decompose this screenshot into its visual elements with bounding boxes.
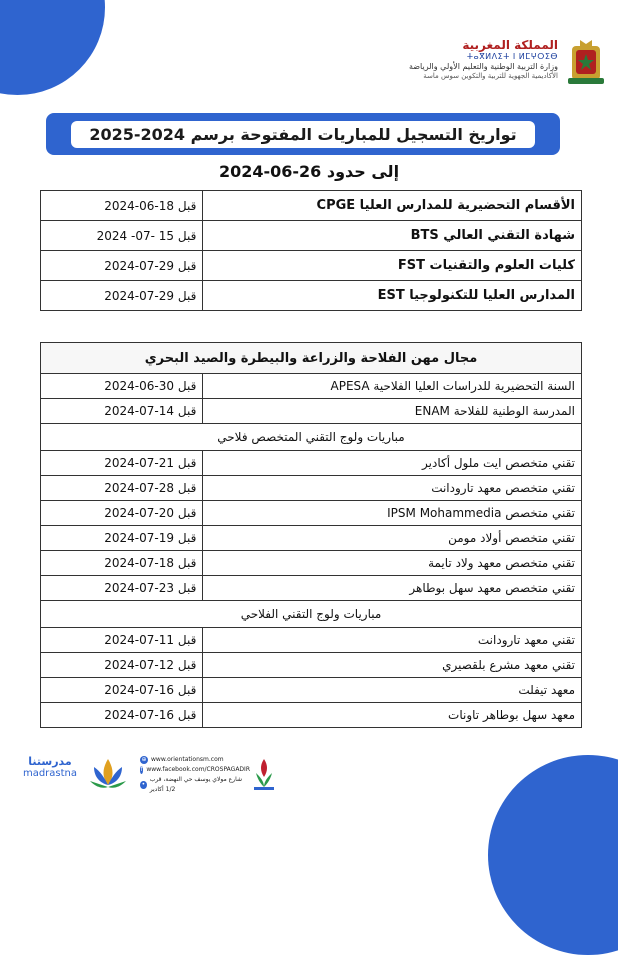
table-row xyxy=(41,501,582,526)
school-name: المدرسة الوطنية للفلاحة ENAM xyxy=(203,399,582,424)
corner-decoration-bottom-right xyxy=(488,755,618,955)
table-row xyxy=(41,526,582,551)
table-row xyxy=(41,678,582,703)
deadline-date: قبل 23-07-2024 xyxy=(41,576,203,601)
lotus-logo-icon xyxy=(86,755,130,793)
orientation-logo-icon xyxy=(252,757,276,791)
madrastna-logo-latin: madrastna xyxy=(22,768,78,779)
facebook-link[interactable]: f www.facebook.com/CROSPAGADIR xyxy=(140,766,250,773)
deadline-date: قبل 15 -07- 2024 xyxy=(41,221,203,251)
subsection-row xyxy=(41,424,582,451)
school-name: السنة التحضيرية للدراسات العليا الفلاحية APESA xyxy=(203,374,582,399)
footer-links xyxy=(140,755,250,795)
table-row xyxy=(41,653,582,678)
deadline-date: قبل 18-06-2024 xyxy=(41,191,203,221)
school-name: تقني متخصص أولاد مومن xyxy=(203,526,582,551)
deadline-date: قبل 16-07-2024 xyxy=(41,678,203,703)
section-title: مجال مهن الفلاحة والزراعة والبيطرة والصيد البحري xyxy=(41,343,582,374)
school-name: تقني متخصص IPSM Mohammedia xyxy=(203,501,582,526)
globe-icon: ⊕ xyxy=(141,756,147,763)
kingdom-name-amazigh: ⵜⴰⴳⵍⴷⵉⵜ ⵏ ⵍⵎⵖⵔⵉⴱ xyxy=(466,52,558,61)
academy-name: الأكاديمية الجهوية للتربية والتكوين سوس ماسة xyxy=(423,72,558,80)
deadline-date: قبل 12-07-2024 xyxy=(41,653,203,678)
school-name: كليات العلوم والتقنيات FST xyxy=(203,251,582,281)
deadline-date: قبل 28-07-2024 xyxy=(41,476,203,501)
school-name: تقني معهد مشرع بلقصيري xyxy=(203,653,582,678)
school-name: الأقسام التحضيرية للمدارس العليا CPGE xyxy=(203,191,582,221)
kingdom-name: المملكة المغربية xyxy=(462,38,558,52)
deadline-date: قبل 16-07-2024 xyxy=(41,703,203,728)
location-icon: • xyxy=(141,781,146,788)
footer xyxy=(20,755,270,795)
deadline-date: قبل 14-07-2024 xyxy=(41,399,203,424)
school-name: تقني معهد تارودانت xyxy=(203,628,582,653)
ministry-name: وزارة التربية الوطنية والتعليم الأولي والرياضة xyxy=(408,62,558,71)
school-name: معهد تيفلت xyxy=(203,678,582,703)
subsection-title: مباريات ولوج التقني المتخصص فلاحي xyxy=(41,424,582,451)
table-row xyxy=(41,251,582,281)
deadline-date: قبل 29-07-2024 xyxy=(41,281,203,311)
deadline-date: قبل 18-07-2024 xyxy=(41,551,203,576)
school-name: معهد سهل بوطاهر تاونات xyxy=(203,703,582,728)
school-name: تقني متخصص معهد تارودانت xyxy=(203,476,582,501)
section-header-row xyxy=(41,343,582,374)
schools-table xyxy=(40,190,582,311)
school-name: المدارس العليا للتكنولوجيا EST xyxy=(203,281,582,311)
website-link[interactable]: ⊕ www.orientationsm.com xyxy=(141,756,224,763)
school-name: تقني متخصص معهد ولاد تايمة xyxy=(203,551,582,576)
deadline-date: قبل 19-07-2024 xyxy=(41,526,203,551)
table-row xyxy=(41,281,582,311)
table-row xyxy=(41,221,582,251)
school-name: تقني متخصص ايت ملول أكادير xyxy=(203,451,582,476)
deadline-date: قبل 20-07-2024 xyxy=(41,501,203,526)
school-name: تقني متخصص معهد سهل بوطاهر xyxy=(203,576,582,601)
subsection-title: مباريات ولوج التقني الفلاحي xyxy=(41,601,582,628)
deadline-date: قبل 29-07-2024 xyxy=(41,251,203,281)
deadline-date: قبل 30-06-2024 xyxy=(41,374,203,399)
deadline-subtitle: إلى حدود 26-06-2024 xyxy=(218,162,400,181)
school-name: شهادة التقني العالي BTS xyxy=(203,221,582,251)
table-row xyxy=(41,191,582,221)
subsection-row xyxy=(41,601,582,628)
facebook-icon: f xyxy=(140,766,143,773)
madrastna-logo-arabic: مدرستنا xyxy=(28,755,72,768)
table-row xyxy=(41,703,582,728)
table-row xyxy=(41,476,582,501)
table-row xyxy=(41,374,582,399)
address-text: • شارع مولاي يوسف حي النهضة، قرب 1/2 أكادير xyxy=(141,776,242,793)
table-row xyxy=(41,576,582,601)
table-row xyxy=(41,551,582,576)
madrastna-logo xyxy=(20,755,80,779)
table-row xyxy=(41,451,582,476)
deadline-date: قبل 11-07-2024 xyxy=(41,628,203,653)
page-title: تواريخ التسجيل للمباريات المفتوحة برسم 2024-2025 xyxy=(71,121,534,148)
corner-decoration-top-left xyxy=(0,0,105,95)
ministry-header xyxy=(388,38,558,100)
table-row xyxy=(41,628,582,653)
table-row xyxy=(41,399,582,424)
royal-seal-icon xyxy=(566,38,606,90)
agriculture-table xyxy=(40,342,582,728)
title-banner xyxy=(46,113,560,155)
deadline-date: قبل 21-07-2024 xyxy=(41,451,203,476)
